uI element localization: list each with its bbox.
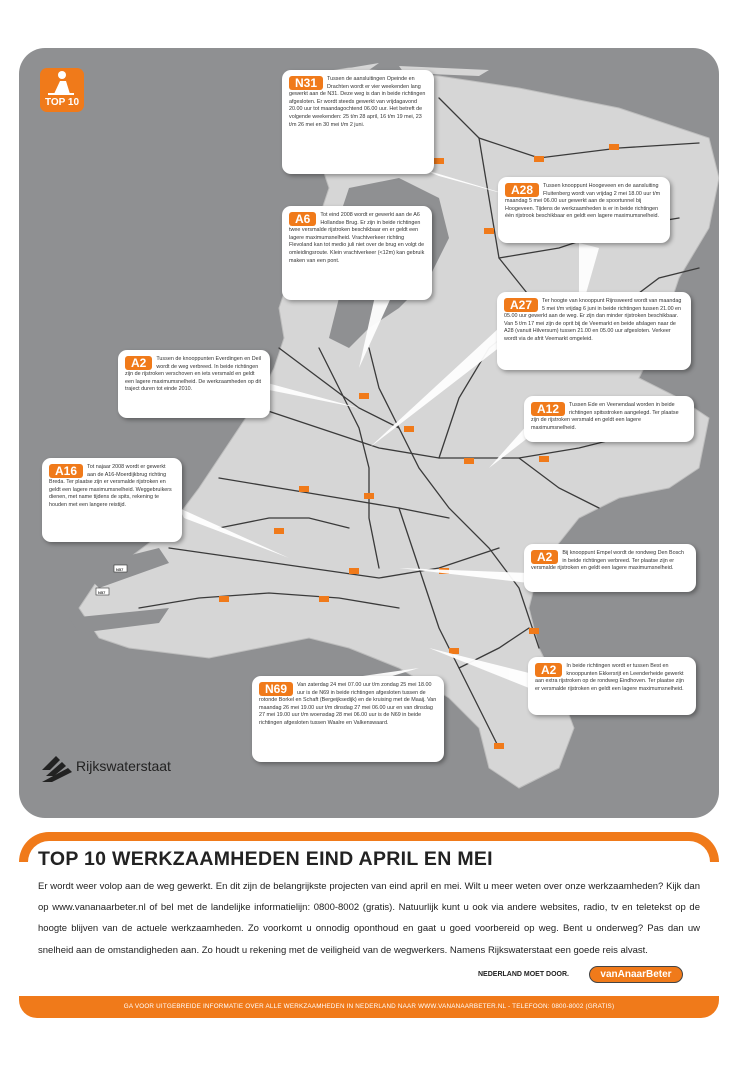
rijkswaterstaat-logo-icon	[40, 752, 74, 784]
footer-bar: GA VOOR UITGEBREIDE INFORMATIE OVER ALLE WERKZAAMHEDEN IN NEDERLAND NAAR WWW.VANANAARBETER.NL - TELEFOON: 0800-8002 (GRATIS)	[19, 996, 719, 1018]
road-tag: A28	[505, 183, 539, 197]
callout-n69	[252, 676, 444, 762]
intro-text: Er wordt weer volop aan de weg gewerkt. En dit zijn de belangrijkste projecten van eind april en mei. Wilt u meer weten over onze werkzaamheden? Kijk dan op www.vananaarbeter.nl of bel met de landelijke informatielijn: 0800-8002 (gratis). Natuurlijk kunt u ook via andere websites, radio, tv en teletekst op de hoogte blijven van de actuele werkzaamheden. Zo voorkomt u onnodig oponthoud en gaat u goed voorbereid op weg. Bent u onderweg? Pas dan uw snelheid aan de omstandigheden aan. Zo houdt u rekening met de veiligheid van de wegwerkers. Namens Rijkswaterstaat een goede reis alvast.	[38, 881, 700, 956]
callout-a2-empel	[524, 544, 696, 592]
road-tag: A2	[535, 663, 562, 677]
brand-logo: vanAnaarBeter	[589, 966, 683, 983]
road-tag: N69	[259, 682, 293, 696]
road-tag: A2	[531, 550, 558, 564]
callout-a2-everdingen	[118, 350, 270, 418]
callout-a27	[497, 292, 691, 370]
callout-n31	[282, 70, 434, 174]
road-tag: A16	[49, 464, 83, 478]
callout-text: Tussen Ede en Veenendaal worden in beide richtingen spitsstroken aangelegd. Ter plaatse zijn de rijstroken versmald en geldt een lagere maximumsnelheid.	[531, 402, 679, 431]
svg-text:N57: N57	[116, 567, 124, 572]
callout-text: Tussen de knooppunten Everdingen en Deil wordt de weg verbreed. In beide richtingen zijn de rijstroken verschoven en iets versmald en geldt een lagere maximumsnelheid. De werkzaamheden op dit traject duren tot einde 2010.	[125, 356, 262, 393]
callout-text: Bij knooppunt Empel wordt de rondweg Den Bosch in beide richtingen verbreed. Ter plaatse zijn er versmalde rijstroken en geldt een lagere maximumsnelheid.	[531, 550, 685, 572]
road-tag: A12	[531, 402, 565, 416]
callout-a12	[524, 396, 694, 442]
road-tag: A6	[289, 212, 316, 226]
callout-text: In beide richtingen wordt er tussen Best en knooppunten Ekkersrijt en Leenderheide gewerkt aan extra rijstroken op de rondweg Eindhoven. Ter plaatse zijn er versmalde rijstroken en geldt een lagere maximumsnelheid.	[535, 663, 684, 692]
road-tag: A27	[504, 298, 538, 312]
road-tag: N31	[289, 76, 323, 90]
callout-text: Tussen de aansluitingen Opeinde en Drachten wordt er vier weekenden lang gewerkt aan de N31. Deze weg is dan in beide richtingen afgesloten. Er wordt steeds gewerkt van vrijdagavond 20.00 uur tot maandagochtend 06.00 uur. Het betreft de volgende weekenden: 25 t/m 28 april, 16 t/m 19 mei, 23 t/m 26 mei en 30 mei t/m 2 juni.	[289, 76, 426, 128]
callout-text: Tussen knooppunt Hoogeveen en de aansluiting Fluitenberg wordt van vrijdag 2 mei 18.00 uur t/m maandag 5 mei 06.00 uur gewerkt aan de spoortunnel bij Hoogeveen. Tijdens de werkzaamheden is er in beide richtingen één rijstrook beschikbaar en geldt een lagere maximumsnelheid.	[505, 183, 661, 220]
road-tag: A2	[125, 356, 152, 370]
top10-label: TOP 10	[44, 97, 80, 108]
page-title: TOP 10 WERKZAAMHEDEN EIND APRIL EN MEI	[38, 848, 493, 870]
callout-text: Van zaterdag 24 mei 07.00 uur t/m zondag 25 mei 18.00 uur is de N69 in beide richtingen afgesloten tussen de rotonde Borkel en Schaft (Bergeijksedijk) en de kruising met de Maaij. Van maandag 26 mei 19.00 uur t/m dinsdag 27 mei 06.00 uur en van dinsdag 27 mei 19.00 uur t/m woensdag 28 mei 06.00 uur is de N69 in beide richtingen afgesloten tussen Waalre en Valkenswaard.	[259, 682, 437, 726]
callout-a16	[42, 458, 182, 542]
slogan: NEDERLAND MOET DOOR.	[478, 971, 569, 978]
svg-text:N57: N57	[98, 590, 106, 595]
callout-text: Tot najaar 2008 wordt er gewerkt aan de A16-Moerdijkbrug richting Breda. Ter plaatse zijn er versmalde rijstroken en geldt een lagere maximumsnelheid. Weggebruikers dienen, met name tijdens de spits, rekening te houden met een langere reistijd.	[49, 464, 172, 508]
rijkswaterstaat-name: Rijkswaterstaat	[76, 758, 171, 774]
callout-a6	[282, 206, 432, 300]
road-worker-icon	[40, 68, 84, 98]
callout-text: Ter hoogte van knooppunt Rijnsweerd wordt van maandag 5 mei t/m vrijdag 6 juni in beide richtingen tussen 21.00 en 05.00 uur gewerkt aan de weg. Er zijn dan minder rijstroken beschikbaar. Van 5 t/m 17 mei zijn de oprit bij de Veemarkt en beide afslagen naar de A28 (vanuit Hilversum) tussen 21.00 en 05.00 uur afgesloten. Verkeer wordt via de afrit Veemarkt omgeleid.	[504, 298, 682, 342]
callout-a28	[498, 177, 670, 243]
callout-a2-eindhoven	[528, 657, 696, 715]
callout-text: Tot eind 2008 wordt er gewerkt aan de A6 Hollandse Brug. Er zijn in beide richtingen twee versmalde rijstroken beschikbaar en er geldt een lagere maximumsnelheid. Vrachtverkeer richting Flevoland kan tot medio juli niet over de brug en volgt de omleidingsroute. Klein vrachtverkeer (<12m) kan gebruik maken van een pont.	[289, 212, 425, 264]
top10-logo	[40, 68, 84, 112]
